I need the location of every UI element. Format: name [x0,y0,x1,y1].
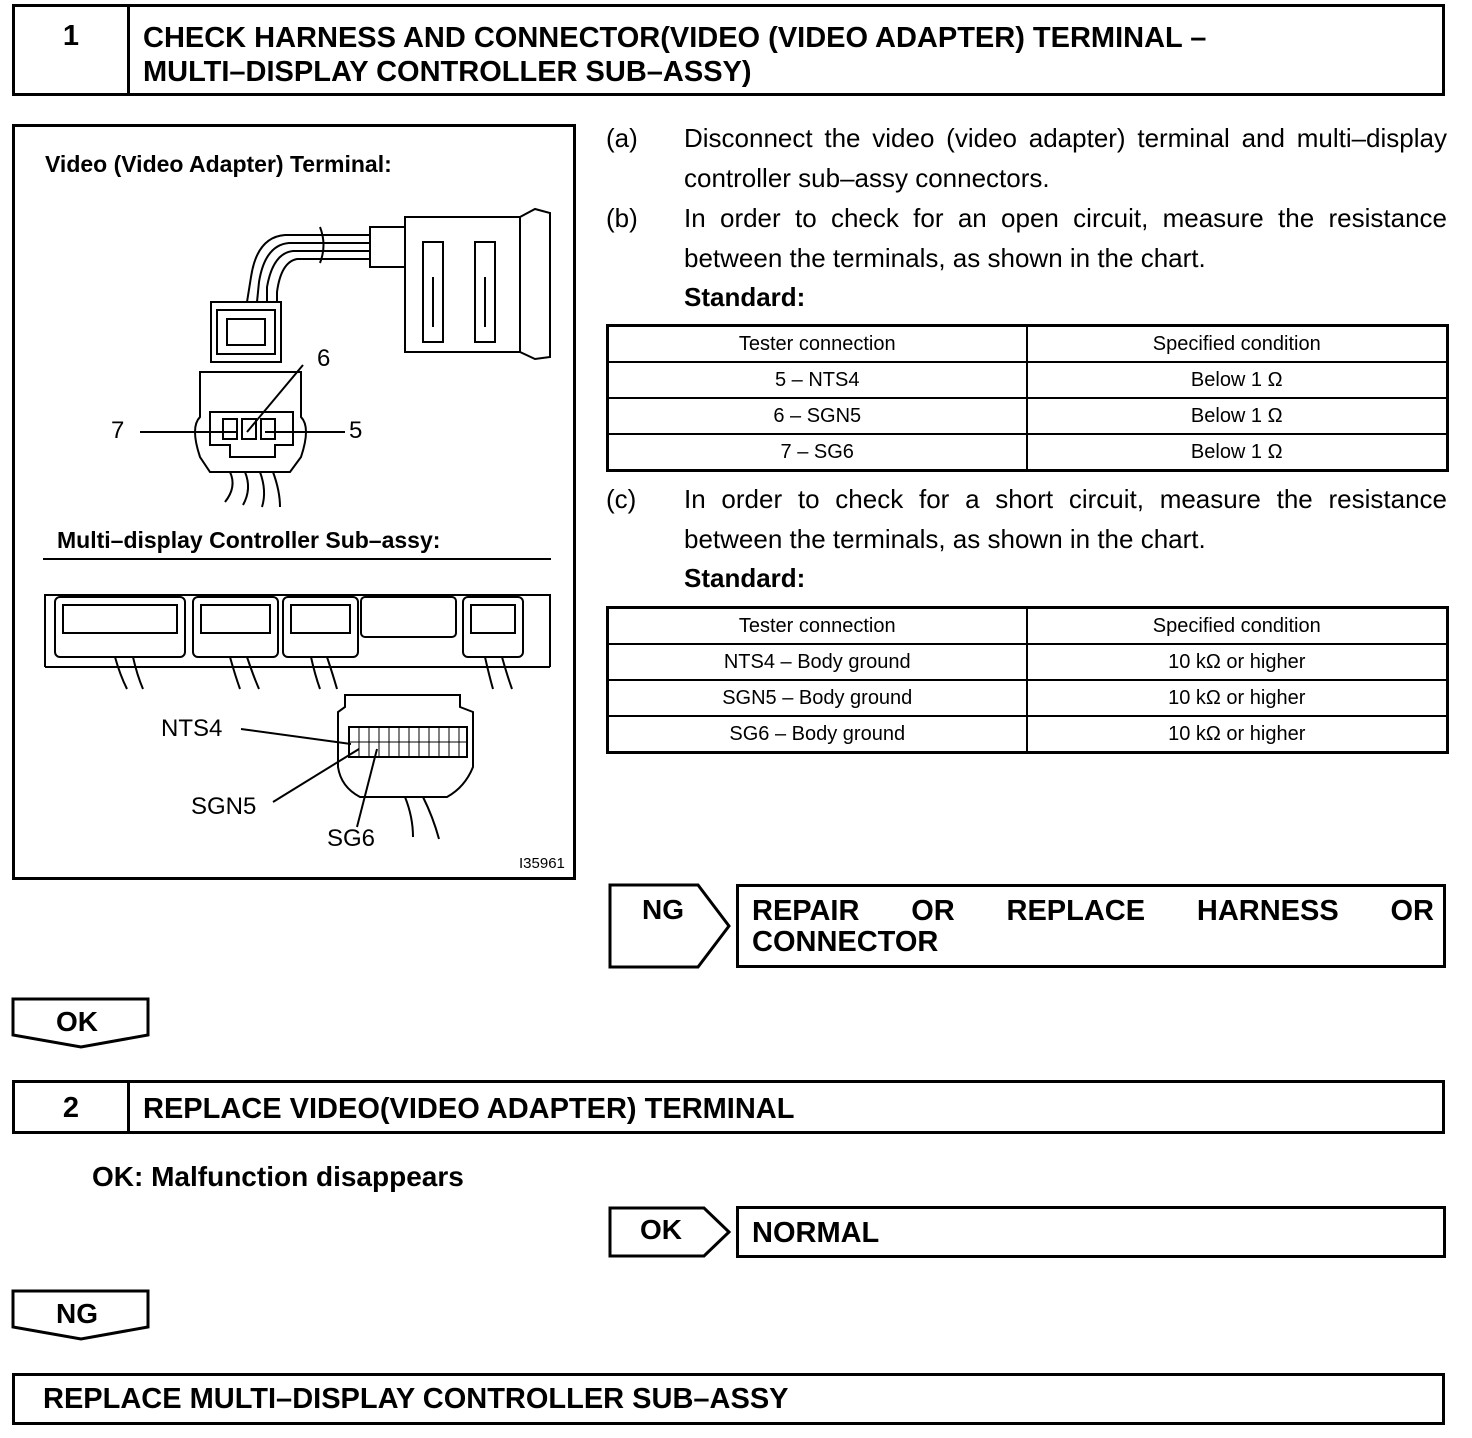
sgn5-label: SGN5 [191,793,257,820]
controller-connectors [55,597,523,657]
table-row [608,362,1448,398]
table-header-cell: Specified condition [1027,326,1448,363]
ok-action-box-step-2 [736,1206,1446,1258]
table-cell: 7 – SG6 [608,434,1027,471]
ok-condition: OK: Malfunction disappears [92,1161,464,1192]
step-2-header [12,1080,1445,1134]
step-1-title-line-2: MULTI–DISPLAY CONTROLLER SUB–ASSY) [143,56,752,88]
table-cell: 10 kΩ or higher [1027,644,1448,680]
instruction-c-letter: (c) [606,484,637,514]
short-standard-label: Standard: [684,563,806,593]
table-row [608,716,1448,753]
video-terminal-drawing [43,209,551,839]
table-header-cell: Specified condition [1027,608,1448,645]
step-1-title [143,21,1430,89]
controller-harness-wires [115,657,512,689]
table-row [608,680,1448,716]
instruction-a [606,118,1447,198]
connector-figure [12,124,576,880]
step-1-header [12,4,1445,96]
instruction-b-text: In order to check for an open circuit, measure the resistance between the terminals, as shown in the chart. [684,203,1447,273]
table-cell: Below 1 Ω [1027,434,1448,471]
table-row [608,434,1448,471]
pin-5-label: 5 [349,417,363,444]
nts4-label: NTS4 [161,715,223,742]
short-circuit-table [606,606,1449,754]
instruction-a-letter: (a) [606,123,638,153]
table-header-cell: Tester connection [608,326,1027,363]
ng-action-text-step-1: REPAIR OR REPLACE HARNESS OR CONNECTOR [752,895,1434,958]
table-cell: Below 1 Ω [1027,398,1448,434]
ng-tag-step-2: NG [56,1298,98,1329]
sg6-label: SG6 [327,825,376,852]
table-cell: 10 kΩ or higher [1027,680,1448,716]
ok-tag-step-2: OK [640,1214,682,1245]
table-cell: 10 kΩ or higher [1027,716,1448,753]
ng-action-box-step-1 [736,884,1446,968]
table-header-cell: Tester connection [608,608,1027,645]
table-cell: SGN5 – Body ground [608,680,1027,716]
open-standard-label: Standard: [684,282,806,312]
instruction-c-text: In order to check for a short circuit, measure the resistance between the terminals, as shown in the chart. [684,484,1447,554]
figure-code: I35961 [519,855,565,872]
final-action-box [12,1373,1445,1425]
step-2-number: 2 [15,1083,130,1131]
instruction-a-text: Disconnect the video (video adapter) terminal and multi–display controller sub–assy connectors. [684,123,1447,193]
video-terminal-label: Video (Video Adapter) Terminal: [45,151,392,177]
table-cell: 5 – NTS4 [608,362,1027,398]
step-1-title-line-1: CHECK HARNESS AND CONNECTOR(VIDEO (VIDEO ADAPTER) TERMINAL – [143,22,1207,54]
connector-diagram [15,127,573,877]
table-cell: SG6 – Body ground [608,716,1027,753]
table-cell: 6 – SGN5 [608,398,1027,434]
instruction-c [606,479,1447,559]
open-circuit-table [606,324,1449,472]
table-cell: Below 1 Ω [1027,362,1448,398]
final-action-text: REPLACE MULTI–DISPLAY CONTROLLER SUB–ASSY [43,1383,789,1415]
instruction-b-letter: (b) [606,203,638,233]
table-header-row [608,326,1448,363]
table-cell: NTS4 – Body ground [608,644,1027,680]
table-row [608,644,1448,680]
controller-label: Multi–display Controller Sub–assy: [57,527,441,553]
ok-tag-step-1: OK [56,1006,98,1037]
table-header-row [608,608,1448,645]
instruction-b [606,198,1447,278]
table-row [608,398,1448,434]
pin-6-label: 6 [317,345,331,372]
ok-action-text-step-2: NORMAL [752,1217,880,1249]
step-2-title: REPLACE VIDEO(VIDEO ADAPTER) TERMINAL [143,1093,795,1125]
pin-7-label: 7 [111,417,125,444]
ng-tag-step-1: NG [642,894,684,925]
step-1-number: 1 [15,7,130,93]
